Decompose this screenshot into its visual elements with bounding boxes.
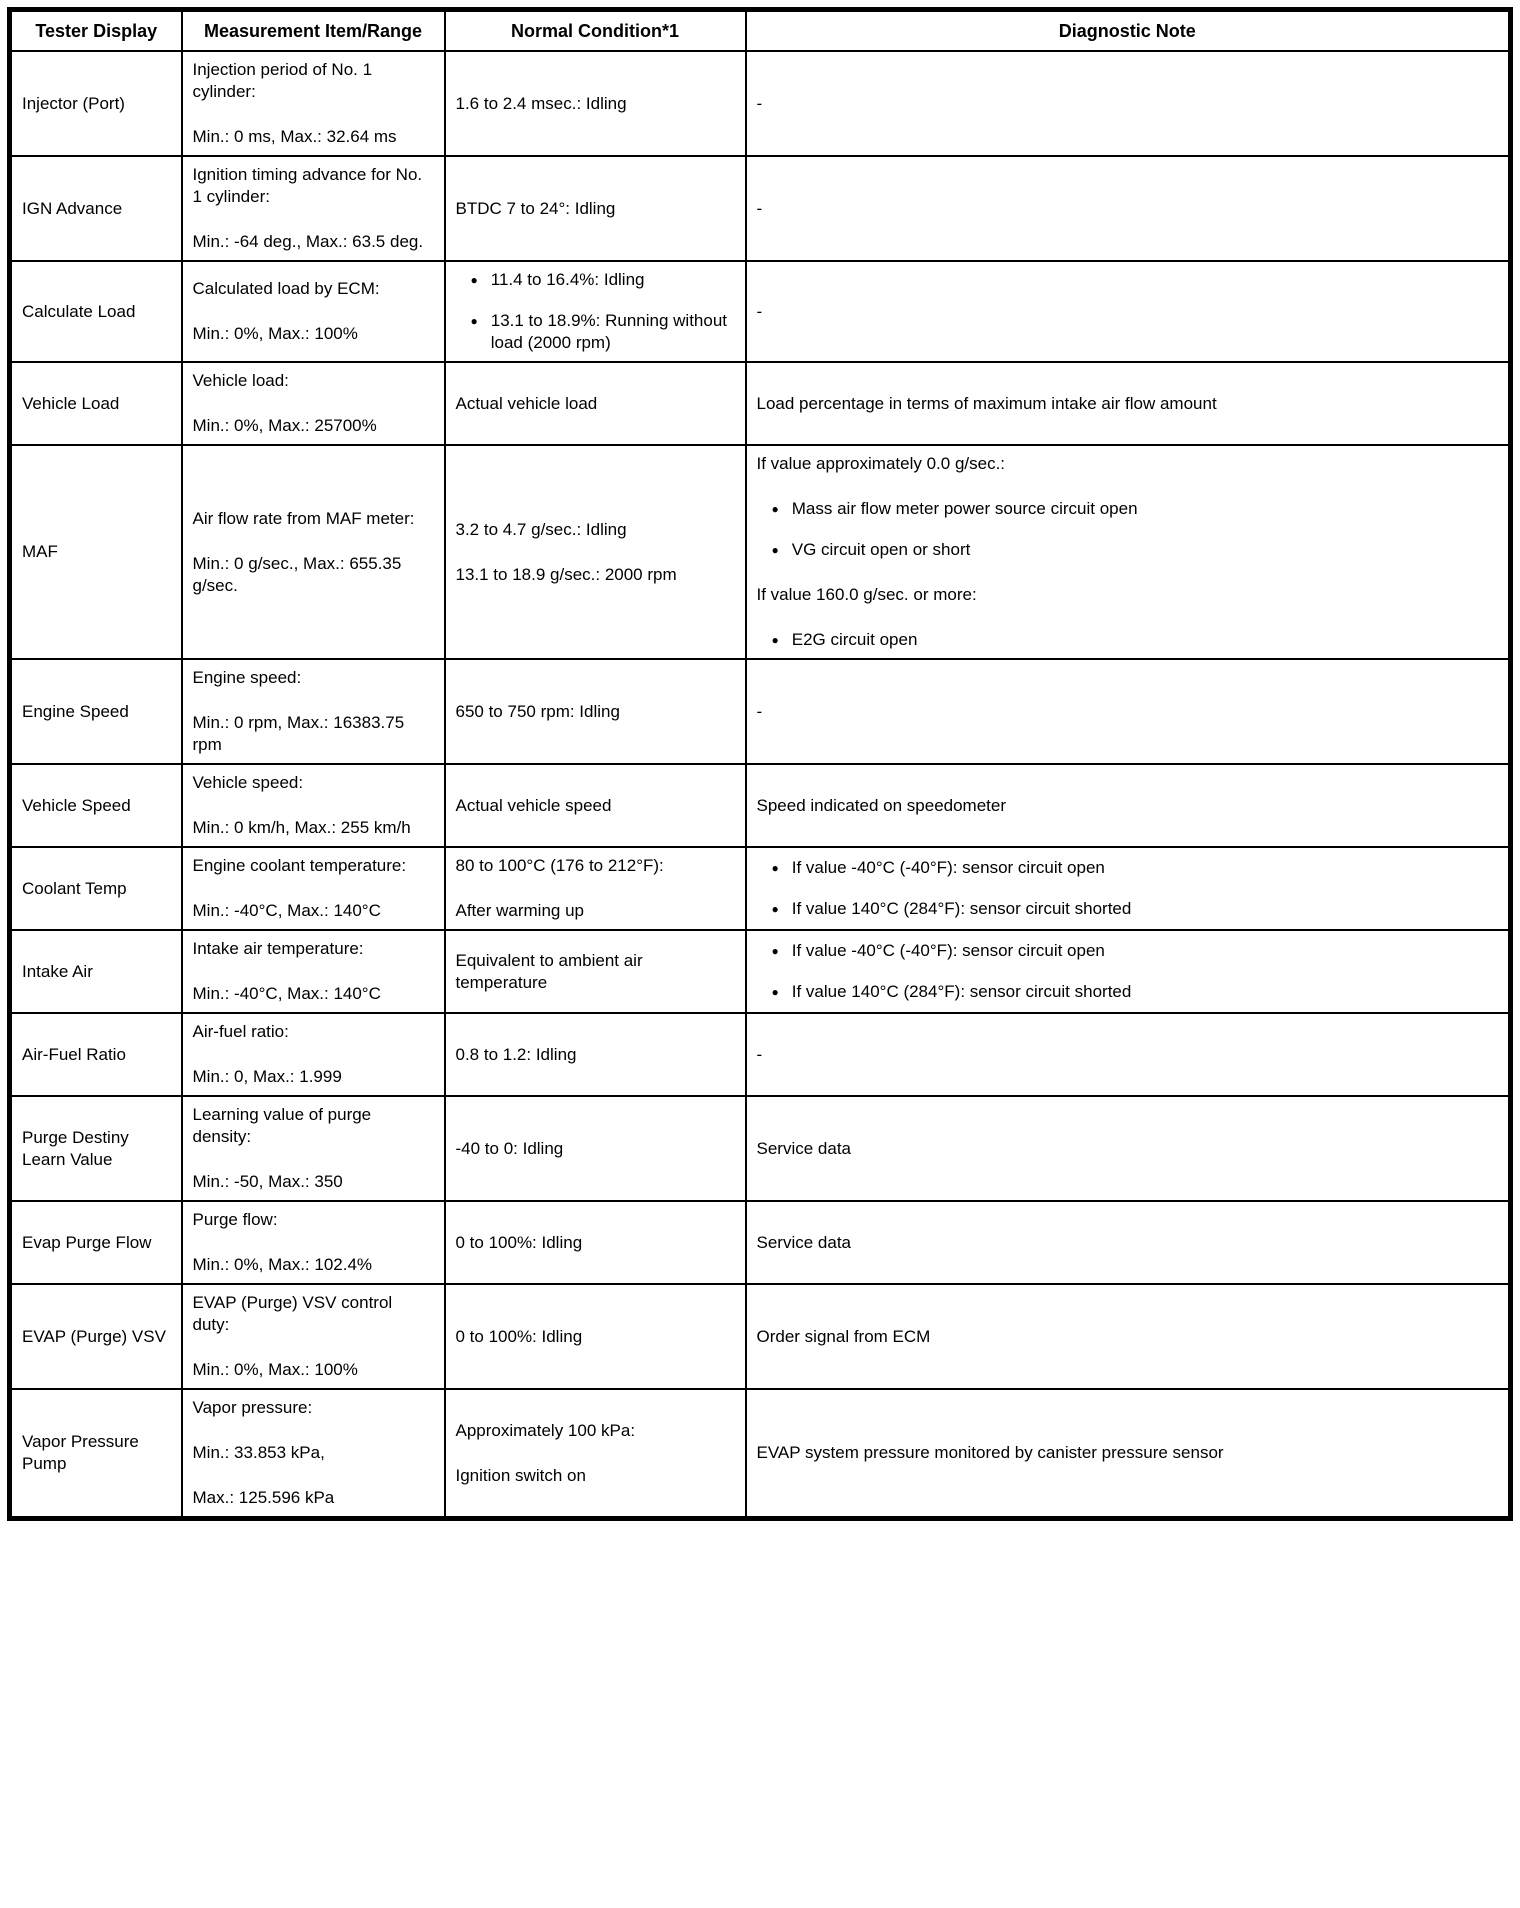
bullet-text: 11.4 to 16.4%: Idling — [490, 270, 645, 289]
cell-normal-condition — [445, 362, 746, 445]
bullet-item — [757, 940, 1499, 962]
bullet-text: If value 140°C (284°F): sensor circuit shorted — [791, 982, 1132, 1001]
paragraph: Intake air temperature: — [192, 939, 364, 958]
column-header-tester-display: Tester Display — [10, 10, 182, 52]
table-row — [10, 1013, 1511, 1096]
paragraph: Engine speed: — [192, 668, 302, 687]
paragraph: 650 to 750 rpm: Idling — [455, 701, 620, 721]
cell-tester-display: Vapor Pressure Pump — [10, 1389, 182, 1519]
bullet-icon: ● — [771, 861, 779, 875]
paragraph: Min.: 0, Max.: 1.999 — [192, 1067, 342, 1086]
cell-normal-condition — [445, 261, 746, 362]
table-row — [10, 156, 1511, 261]
cell-diagnostic-note — [746, 1284, 1511, 1389]
cell-tester-display: Purge Destiny Learn Value — [10, 1096, 182, 1201]
paragraph: Min.: 0 km/h, Max.: 255 km/h — [192, 818, 411, 837]
cell-measurement-item-range — [182, 930, 445, 1013]
table-row — [10, 362, 1511, 445]
paragraph: 1.6 to 2.4 msec.: Idling — [455, 93, 627, 113]
bullet-icon: ● — [771, 543, 779, 557]
paragraph: Ignition switch on — [455, 1465, 586, 1485]
paragraph: Actual vehicle speed — [455, 795, 612, 815]
paragraph: - — [756, 701, 763, 721]
paragraph: EVAP system pressure monitored by canister pressure sensor — [756, 1443, 1224, 1462]
diagnostic-data-table — [7, 7, 1513, 1521]
bullet-icon: ● — [771, 502, 779, 516]
paragraph: 3.2 to 4.7 g/sec.: Idling — [455, 519, 627, 539]
cell-normal-condition — [445, 659, 746, 764]
bullet-item — [757, 898, 1499, 920]
cell-measurement-item-range — [182, 659, 445, 764]
table-row — [10, 51, 1511, 156]
cell-measurement-item-range — [182, 445, 445, 659]
cell-diagnostic-note — [746, 847, 1511, 930]
cell-tester-display: Coolant Temp — [10, 847, 182, 930]
paragraph: Min.: 33.853 kPa, — [192, 1443, 325, 1462]
cell-diagnostic-note — [746, 362, 1511, 445]
cell-diagnostic-note — [746, 1096, 1511, 1201]
table-body — [10, 51, 1511, 1519]
cell-normal-condition — [445, 764, 746, 847]
bullet-item — [757, 981, 1499, 1003]
paragraph: 0 to 100%: Idling — [455, 1232, 583, 1252]
column-header-normal-condition: Normal Condition*1 — [445, 10, 746, 52]
paragraph: Equivalent to ambient air temperature — [455, 950, 643, 992]
paragraph: Injection period of No. 1 cylinder: — [192, 60, 373, 101]
paragraph: Min.: -64 deg., Max.: 63.5 deg. — [192, 232, 424, 251]
bullet-icon: ● — [771, 985, 779, 999]
table-row — [10, 1096, 1511, 1201]
paragraph: BTDC 7 to 24°: Idling — [455, 198, 616, 218]
paragraph: Ignition timing advance for No. 1 cylinder: — [192, 165, 423, 206]
cell-normal-condition — [445, 445, 746, 659]
cell-diagnostic-note — [746, 261, 1511, 362]
cell-tester-display: Engine Speed — [10, 659, 182, 764]
paragraph: Vehicle speed: — [192, 773, 304, 792]
cell-measurement-item-range — [182, 261, 445, 362]
cell-measurement-item-range — [182, 1201, 445, 1284]
bullet-item — [757, 539, 1499, 561]
paragraph: Calculated load by ECM: — [192, 279, 380, 298]
cell-diagnostic-note — [746, 445, 1511, 659]
paragraph: Air-fuel ratio: — [192, 1022, 289, 1041]
cell-diagnostic-note — [746, 1013, 1511, 1096]
bullet-text: VG circuit open or short — [791, 540, 971, 559]
cell-measurement-item-range — [182, 1013, 445, 1096]
bullet-item — [757, 629, 1499, 651]
cell-normal-condition — [445, 156, 746, 261]
paragraph: 0.8 to 1.2: Idling — [455, 1044, 577, 1064]
cell-measurement-item-range — [182, 362, 445, 445]
paragraph: -40 to 0: Idling — [455, 1138, 564, 1158]
paragraph: - — [756, 1044, 763, 1064]
cell-diagnostic-note — [746, 1201, 1511, 1284]
bullet-item — [757, 498, 1499, 520]
paragraph: 80 to 100°C (176 to 212°F): — [455, 856, 664, 875]
bullet-item — [456, 310, 735, 354]
bullet-icon: ● — [470, 273, 478, 287]
paragraph: Min.: -40°C, Max.: 140°C — [192, 984, 381, 1003]
bullet-item — [757, 857, 1499, 879]
table-row — [10, 1389, 1511, 1519]
cell-tester-display: Vehicle Speed — [10, 764, 182, 847]
table-row — [10, 261, 1511, 362]
cell-tester-display: IGN Advance — [10, 156, 182, 261]
cell-tester-display: Vehicle Load — [10, 362, 182, 445]
paragraph: Vapor pressure: — [192, 1398, 313, 1417]
paragraph: Min.: 0%, Max.: 102.4% — [192, 1255, 373, 1274]
paragraph: 13.1 to 18.9 g/sec.: 2000 rpm — [455, 564, 677, 584]
paragraph: After warming up — [455, 901, 584, 920]
paragraph: Speed indicated on speedometer — [756, 795, 1007, 815]
cell-normal-condition — [445, 51, 746, 156]
paragraph: Vehicle load: — [192, 371, 289, 390]
cell-measurement-item-range — [182, 764, 445, 847]
paragraph: Min.: 0 ms, Max.: 32.64 ms — [192, 127, 397, 146]
header-row — [10, 10, 1511, 52]
paragraph: Service data — [756, 1138, 851, 1158]
cell-tester-display: Air-Fuel Ratio — [10, 1013, 182, 1096]
paragraph: EVAP (Purge) VSV control duty: — [192, 1293, 393, 1334]
paragraph: Min.: 0%, Max.: 100% — [192, 324, 358, 343]
cell-normal-condition — [445, 847, 746, 930]
table-row — [10, 659, 1511, 764]
bullet-text: If value -40°C (-40°F): sensor circuit open — [791, 858, 1105, 877]
table-row — [10, 445, 1511, 659]
table-row — [10, 1201, 1511, 1284]
bullet-item — [456, 269, 735, 291]
cell-tester-display: Injector (Port) — [10, 51, 182, 156]
paragraph: Approximately 100 kPa: — [455, 1420, 636, 1440]
bullet-icon: ● — [771, 902, 779, 916]
cell-diagnostic-note — [746, 51, 1511, 156]
paragraph: Order signal from ECM — [756, 1326, 931, 1346]
paragraph: Actual vehicle load — [455, 393, 598, 413]
cell-diagnostic-note — [746, 156, 1511, 261]
bullet-text: E2G circuit open — [791, 630, 918, 649]
paragraph: Min.: -40°C, Max.: 140°C — [192, 901, 381, 920]
table-row — [10, 1284, 1511, 1389]
cell-normal-condition — [445, 1201, 746, 1284]
paragraph: 0 to 100%: Idling — [455, 1326, 583, 1346]
table-row — [10, 930, 1511, 1013]
bullet-icon: ● — [771, 633, 779, 647]
cell-normal-condition — [445, 1096, 746, 1201]
bullet-text: Mass air flow meter power source circuit open — [791, 499, 1138, 518]
cell-normal-condition — [445, 1013, 746, 1096]
cell-measurement-item-range — [182, 1096, 445, 1201]
paragraph: Purge flow: — [192, 1210, 278, 1229]
cell-diagnostic-note — [746, 1389, 1511, 1519]
bullet-icon: ● — [470, 314, 478, 328]
table-row — [10, 764, 1511, 847]
cell-measurement-item-range — [182, 1389, 445, 1519]
cell-diagnostic-note — [746, 659, 1511, 764]
paragraph: Load percentage in terms of maximum intake air flow amount — [756, 393, 1217, 413]
cell-measurement-item-range — [182, 156, 445, 261]
cell-diagnostic-note — [746, 930, 1511, 1013]
cell-measurement-item-range — [182, 51, 445, 156]
bullet-text: 13.1 to 18.9%: Running without load (2000 rpm) — [490, 311, 728, 352]
column-header-measurement-item-range: Measurement Item/Range — [182, 10, 445, 52]
paragraph: Air flow rate from MAF meter: — [192, 508, 415, 528]
paragraph: If value 160.0 g/sec. or more: — [756, 585, 977, 604]
paragraph: Engine coolant temperature: — [192, 856, 407, 875]
paragraph: - — [756, 301, 763, 321]
cell-diagnostic-note — [746, 764, 1511, 847]
paragraph: Service data — [756, 1232, 851, 1252]
paragraph: Learning value of purge density: — [192, 1105, 372, 1146]
cell-measurement-item-range — [182, 1284, 445, 1389]
bullet-text: If value -40°C (-40°F): sensor circuit open — [791, 941, 1105, 960]
paragraph: Min.: 0 g/sec., Max.: 655.35 g/sec. — [192, 553, 402, 595]
paragraph: Min.: 0 rpm, Max.: 16383.75 rpm — [192, 713, 405, 754]
paragraph: Min.: 0%, Max.: 25700% — [192, 416, 377, 435]
paragraph: - — [756, 93, 763, 113]
cell-tester-display: MAF — [10, 445, 182, 659]
cell-tester-display: Calculate Load — [10, 261, 182, 362]
paragraph: If value approximately 0.0 g/sec.: — [756, 454, 1006, 473]
bullet-icon: ● — [771, 944, 779, 958]
bullet-text: If value 140°C (284°F): sensor circuit shorted — [791, 899, 1132, 918]
cell-normal-condition — [445, 1284, 746, 1389]
paragraph: Min.: 0%, Max.: 100% — [192, 1360, 358, 1379]
paragraph: Max.: 125.596 kPa — [192, 1488, 335, 1507]
paragraph: Min.: -50, Max.: 350 — [192, 1172, 343, 1191]
cell-tester-display: Intake Air — [10, 930, 182, 1013]
cell-measurement-item-range — [182, 847, 445, 930]
table-row — [10, 847, 1511, 930]
paragraph: - — [756, 198, 763, 218]
cell-normal-condition — [445, 1389, 746, 1519]
cell-tester-display: EVAP (Purge) VSV — [10, 1284, 182, 1389]
cell-normal-condition — [445, 930, 746, 1013]
column-header-diagnostic-note: Diagnostic Note — [746, 10, 1511, 52]
cell-tester-display: Evap Purge Flow — [10, 1201, 182, 1284]
